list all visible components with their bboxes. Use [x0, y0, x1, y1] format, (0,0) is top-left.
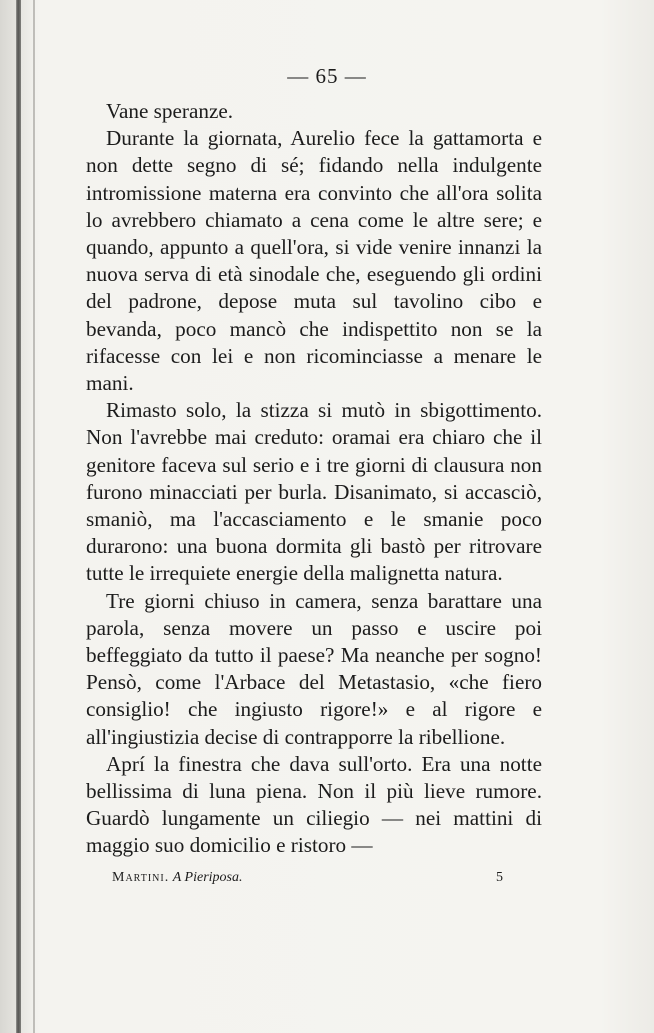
- paragraph: Durante la giornata, Aurelio fece la gattamorta e non dette segno di sé; fidando nella indulgente intromissione materna era convinto che all'ora solita lo avrebbero chiamato a cena come le altre sere; e quando, appunto a quell'ora, si vide venire innanzi la nuova serva di età sinodale che, eseguendo gli ordini del padrone, depose muta sul tavolino cibo e bevanda, poco mancò che indispettito non se la rifacesse con lei e non ricominciasse a menare le mani.: [86, 126, 542, 396]
- paragraph: Tre giorni chiuso in camera, senza barattare una parola, senza movere un passo e uscire poi beffeggiato da tutto il paese? Ma neanche per sogno! Pensò, come l'Arbace del Metastasio, «che fiero consiglio! che ingiusto rigore!» e al rigore e all'ingiustizia decise di contrapporre la ribellione.: [86, 588, 542, 749]
- paragraph: Aprí la finestra che dava sull'orto. Era una notte bellissima di luna piena. Non il più lieve rumore. Guardò lungamente un ciliegio — nei mattini di maggio suo domicilio e ristoro —: [86, 751, 542, 858]
- footer-title: A Pieriposa.: [172, 870, 243, 885]
- signature-mark: 5: [496, 870, 503, 885]
- paragraph: Rimasto solo, la stizza si mutò in sbigottimento. Non l'avrebbe mai creduto: oramai era chiaro che il genitore faceva sul serio e i tre giorni di clausura non furono minacciati per burla. Disanimato, si accasciò, smaniò, ma l'accasciamento e le smanie poco durarono: una buona dormita gli bastò per ritrovare tutte le irrequiete energie della malignetta natura.: [86, 398, 542, 586]
- page-footer: [112, 870, 512, 886]
- page-number: — 65 —: [287, 64, 367, 88]
- binding-edge: [16, 0, 21, 1033]
- paragraph: Vane speranze.: [106, 99, 234, 123]
- body-text: [86, 98, 542, 860]
- binding-edge-inner: [33, 0, 35, 1033]
- footer-author: Martini.: [112, 870, 170, 885]
